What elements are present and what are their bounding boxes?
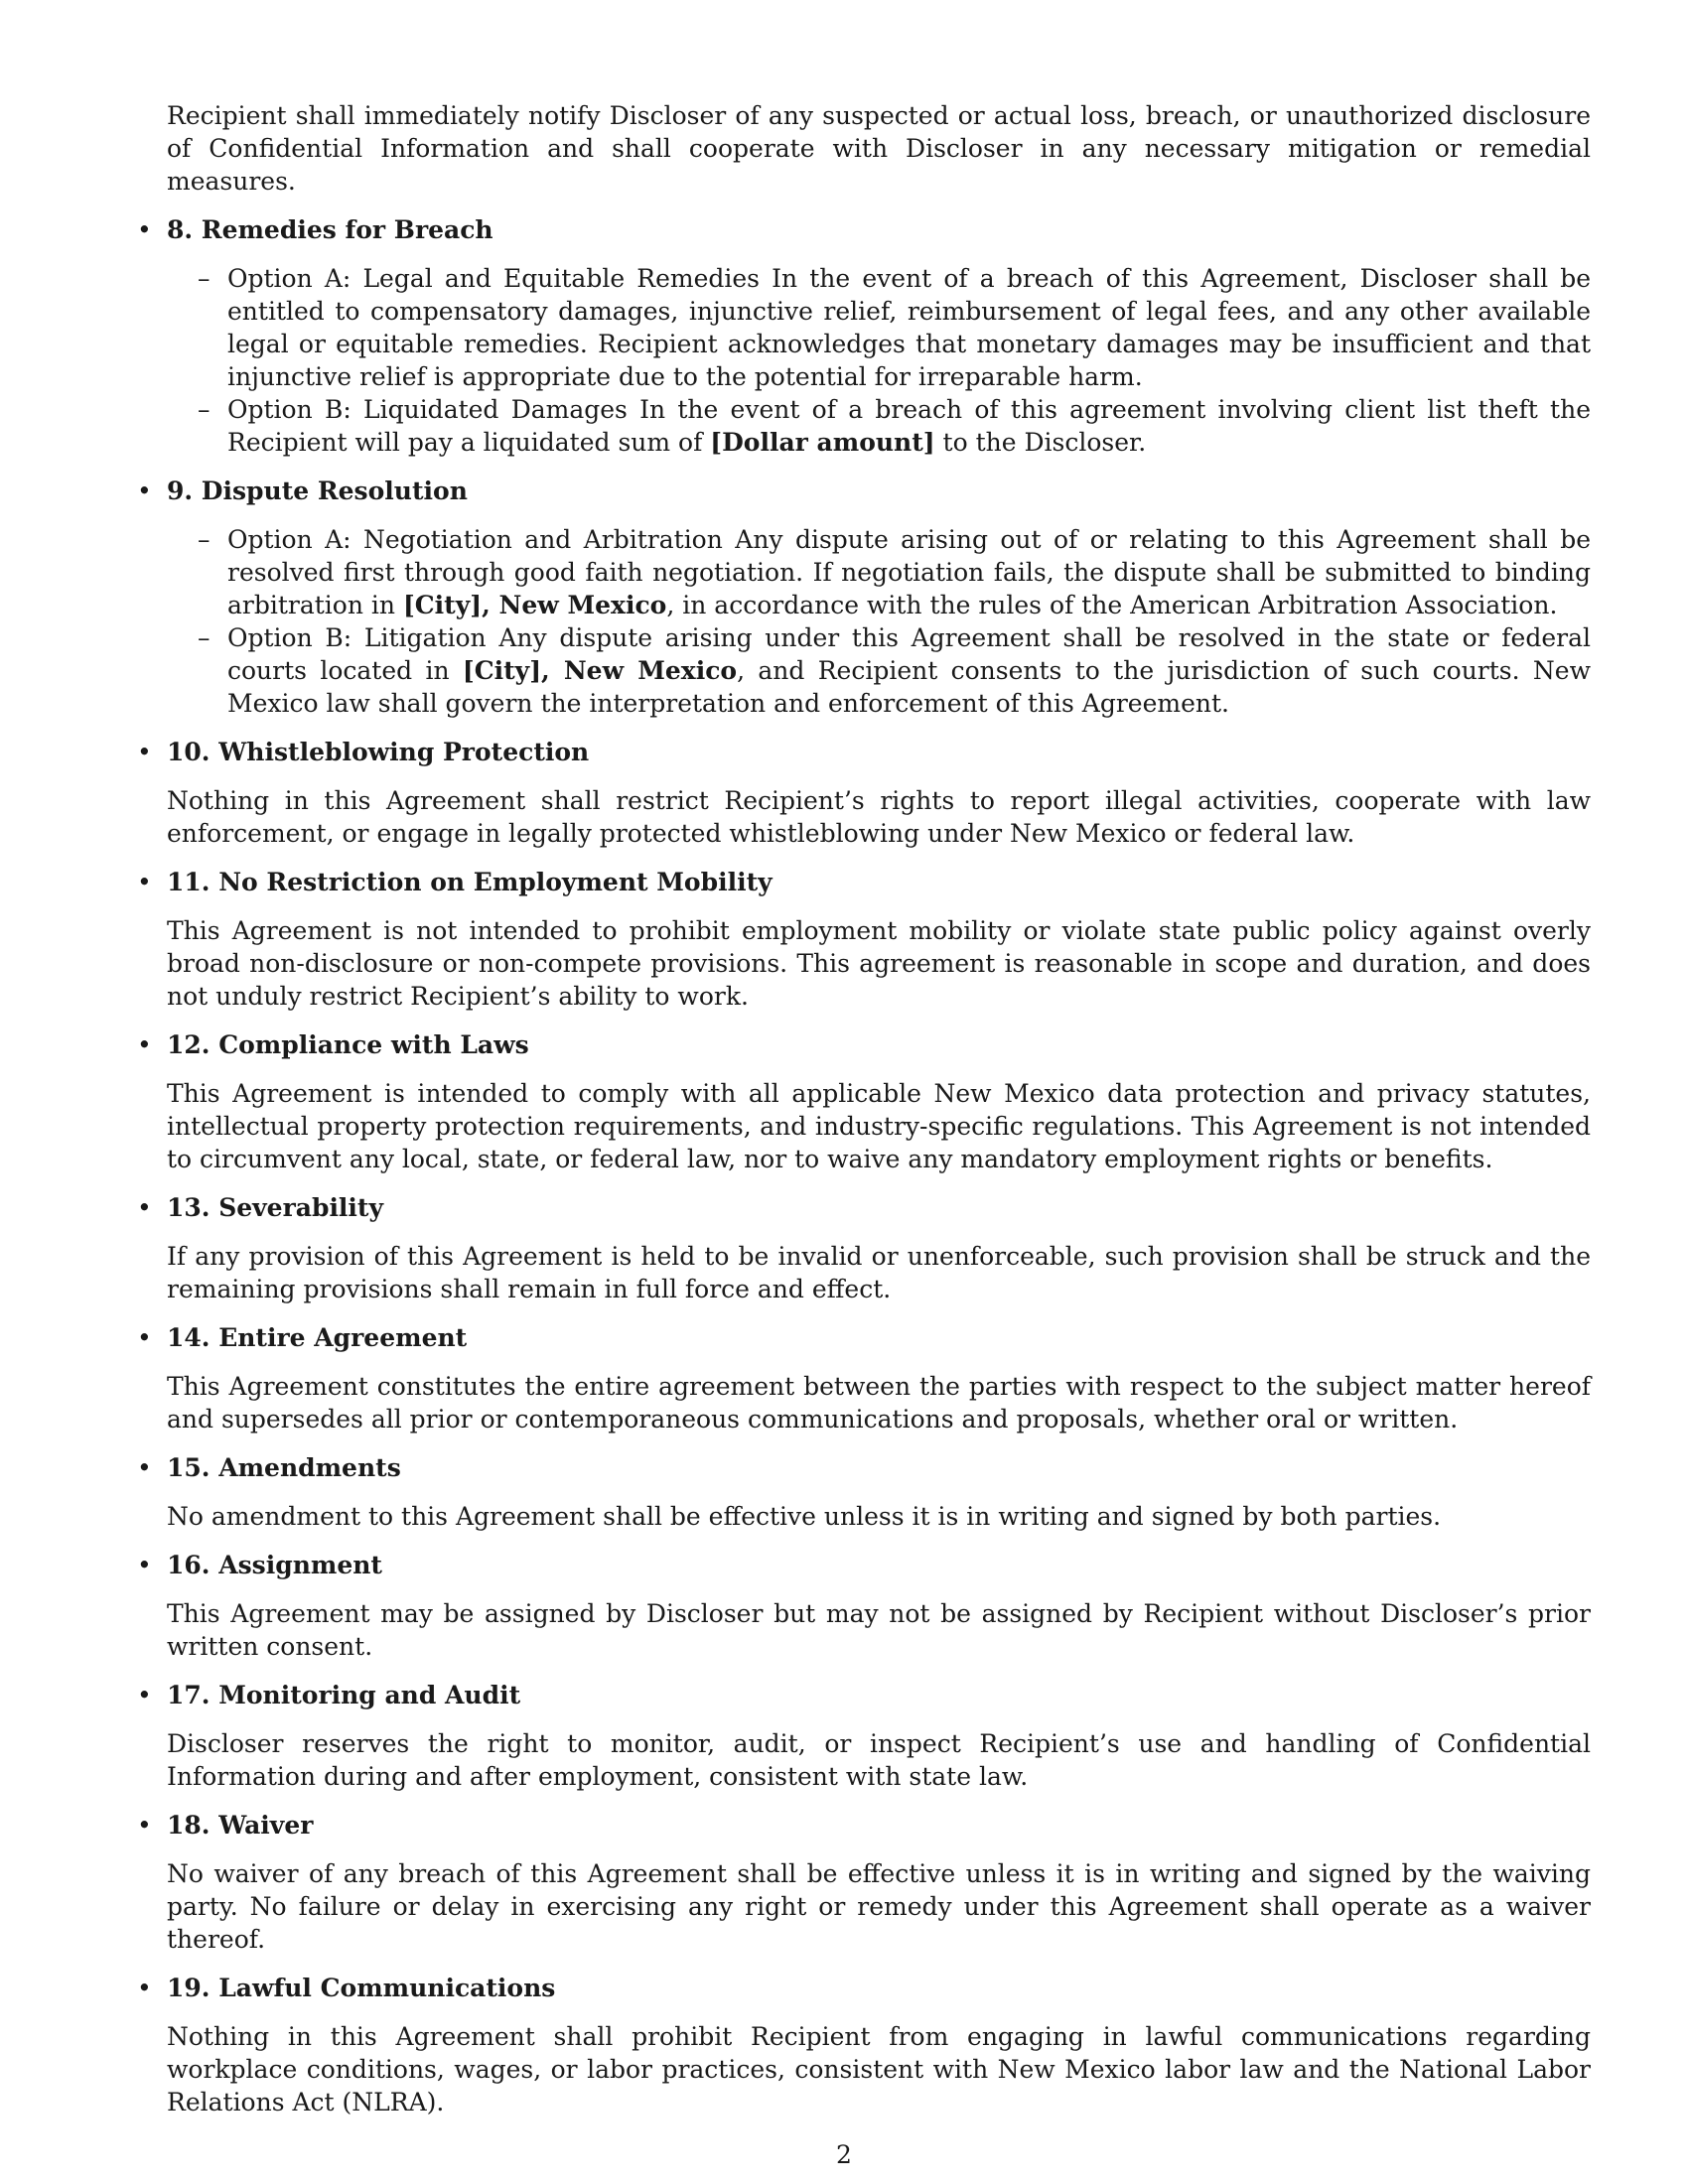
section-10 — [137, 736, 1591, 850]
dash-icon: – — [198, 525, 211, 554]
section-body: Nothing in this Agreement shall prohibit Recipient from engaging in lawful communications regarding workplace conditions, wages, or labor practices, consistent with New Mexico labor law and the National Labor Relations Act (NLRA). — [167, 2022, 1591, 2116]
section-12 — [137, 1028, 1591, 1175]
section-body: This Agreement may be assigned by Discloser but may not be assigned by Recipient without Discloser’s prior written consent. — [167, 1599, 1591, 1661]
section-heading: 12. Compliance with Laws — [167, 1030, 529, 1059]
section-heading: 15. Amendments — [167, 1453, 401, 1482]
document-page — [137, 99, 1591, 2118]
section-16 — [137, 1549, 1591, 1663]
option-a: – Option A: Legal and Equitable Remedies In the event of a breach of this Agreement, Discloser shall be entitled to compensatory damages, injunctive relief, reimbursement of legal fees, and any other available legal or equitable remedies. Recipient acknowledges that monetary damages may be insufficient and that injunctive relief is appropriate due to the potential for irreparable harm. — [198, 264, 1591, 391]
placeholder-field: [City], New Mexico — [462, 656, 738, 685]
section-8 — [137, 213, 1591, 459]
section-17 — [137, 1679, 1591, 1793]
bullet-icon: • — [137, 1030, 152, 1059]
section-body: This Agreement is intended to comply with all applicable New Mexico data protection and privacy statutes, intellectual property protection requirements, and industry-specific regulations. This Agreement is not intended to circumvent any local, state, or federal law, nor to waive any mandatory employment rights or benefits. — [167, 1079, 1591, 1173]
bullet-icon: • — [137, 1193, 152, 1222]
section-heading: 17. Monitoring and Audit — [167, 1681, 521, 1709]
section-body: If any provision of this Agreement is held to be invalid or unenforceable, such provision shall be struck and the remaining provisions shall remain in full force and effect. — [167, 1242, 1591, 1303]
section-heading: 8. Remedies for Breach — [167, 215, 493, 244]
section-list — [137, 213, 1591, 2118]
bullet-icon: • — [137, 1323, 152, 1352]
section-heading: 18. Waiver — [167, 1811, 314, 1840]
section-heading: 19. Lawful Communications — [167, 1974, 556, 2002]
section-heading: 16. Assignment — [167, 1551, 382, 1579]
section-13 — [137, 1191, 1591, 1305]
bullet-icon: • — [137, 1974, 152, 2002]
section-7-continuation: Recipient shall immediately notify Discloser of any suspected or actual loss, breach, or unauthorized disclosure of Confidential Information and shall cooperate with Discloser in any necessary mitigation or remedial measures. — [167, 101, 1591, 196]
bullet-icon: • — [137, 1811, 152, 1840]
page-number: 2 — [836, 2140, 852, 2169]
section-18 — [137, 1809, 1591, 1956]
placeholder-field: [Dollar amount] — [710, 428, 935, 457]
section-15 — [137, 1451, 1591, 1533]
dash-icon: – — [198, 395, 211, 424]
option-list — [167, 523, 1591, 720]
dash-icon: – — [198, 623, 211, 652]
section-heading: 9. Dispute Resolution — [167, 477, 468, 505]
bullet-icon: • — [137, 215, 152, 244]
section-heading: 13. Severability — [167, 1193, 384, 1222]
section-body: No amendment to this Agreement shall be effective unless it is in writing and signed by both parties. — [167, 1502, 1442, 1531]
section-11 — [137, 866, 1591, 1013]
option-list — [167, 262, 1591, 459]
section-body: Nothing in this Agreement shall restrict Recipient’s rights to report illegal activities, cooperate with law enforcement, or engage in legally protected whistleblowing under New Mexico or federal law. — [167, 786, 1591, 848]
bullet-icon: • — [137, 1551, 152, 1579]
dash-icon: – — [198, 264, 211, 293]
bullet-icon: • — [137, 1681, 152, 1709]
bullet-icon: • — [137, 868, 152, 896]
section-heading: 14. Entire Agreement — [167, 1323, 468, 1352]
bullet-icon: • — [137, 738, 152, 766]
section-heading: 11. No Restriction on Employment Mobility — [167, 868, 773, 896]
section-heading: 10. Whistleblowing Protection — [167, 738, 590, 766]
section-body: This Agreement constitutes the entire agreement between the parties with respect to the subject matter hereof and supersedes all prior or contemporaneous communications and proposals, whether oral or written. — [167, 1372, 1591, 1433]
bullet-icon: • — [137, 477, 152, 505]
section-14 — [137, 1321, 1591, 1435]
section-19 — [137, 1972, 1591, 2118]
section-body: No waiver of any breach of this Agreement shall be effective unless it is in writing and signed by the waiving party. No failure or delay in exercising any right or remedy under this Agreement shall operate as a waiver thereof. — [167, 1859, 1591, 1954]
bullet-icon: • — [137, 1453, 152, 1482]
option-b: – Option B: Litigation Any dispute arising under this Agreement shall be resolved in the state or federal courts located in [City], New Mexico, and Recipient consents to the jurisdiction of such courts. New Mexico law shall govern the interpretation and enforcement of this Agreement. — [198, 623, 1591, 718]
option-b: – Option B: Liquidated Damages In the event of a breach of this agreement involving client list theft the Recipient will pay a liquidated sum of [Dollar amount] to the Discloser. — [198, 395, 1591, 457]
placeholder-field: [City], New Mexico — [402, 591, 667, 619]
section-body: Discloser reserves the right to monitor, audit, or inspect Recipient’s use and handling of Confidential Information during and after employment, consistent with state law. — [167, 1729, 1591, 1791]
section-9 — [137, 475, 1591, 720]
option-a: – Option A: Negotiation and Arbitration Any dispute arising out of or relating to this Agreement shall be resolved first through good faith negotiation. If negotiation fails, the dispute shall be submitted to binding arbitration in [City], New Mexico, in accordance with the rules of the American Arbitration Association. — [198, 525, 1591, 619]
section-body: This Agreement is not intended to prohibit employment mobility or violate state public policy against overly broad non-disclosure or non-compete provisions. This agreement is reasonable in scope and duration, and does not unduly restrict Recipient’s ability to work. — [167, 916, 1591, 1011]
